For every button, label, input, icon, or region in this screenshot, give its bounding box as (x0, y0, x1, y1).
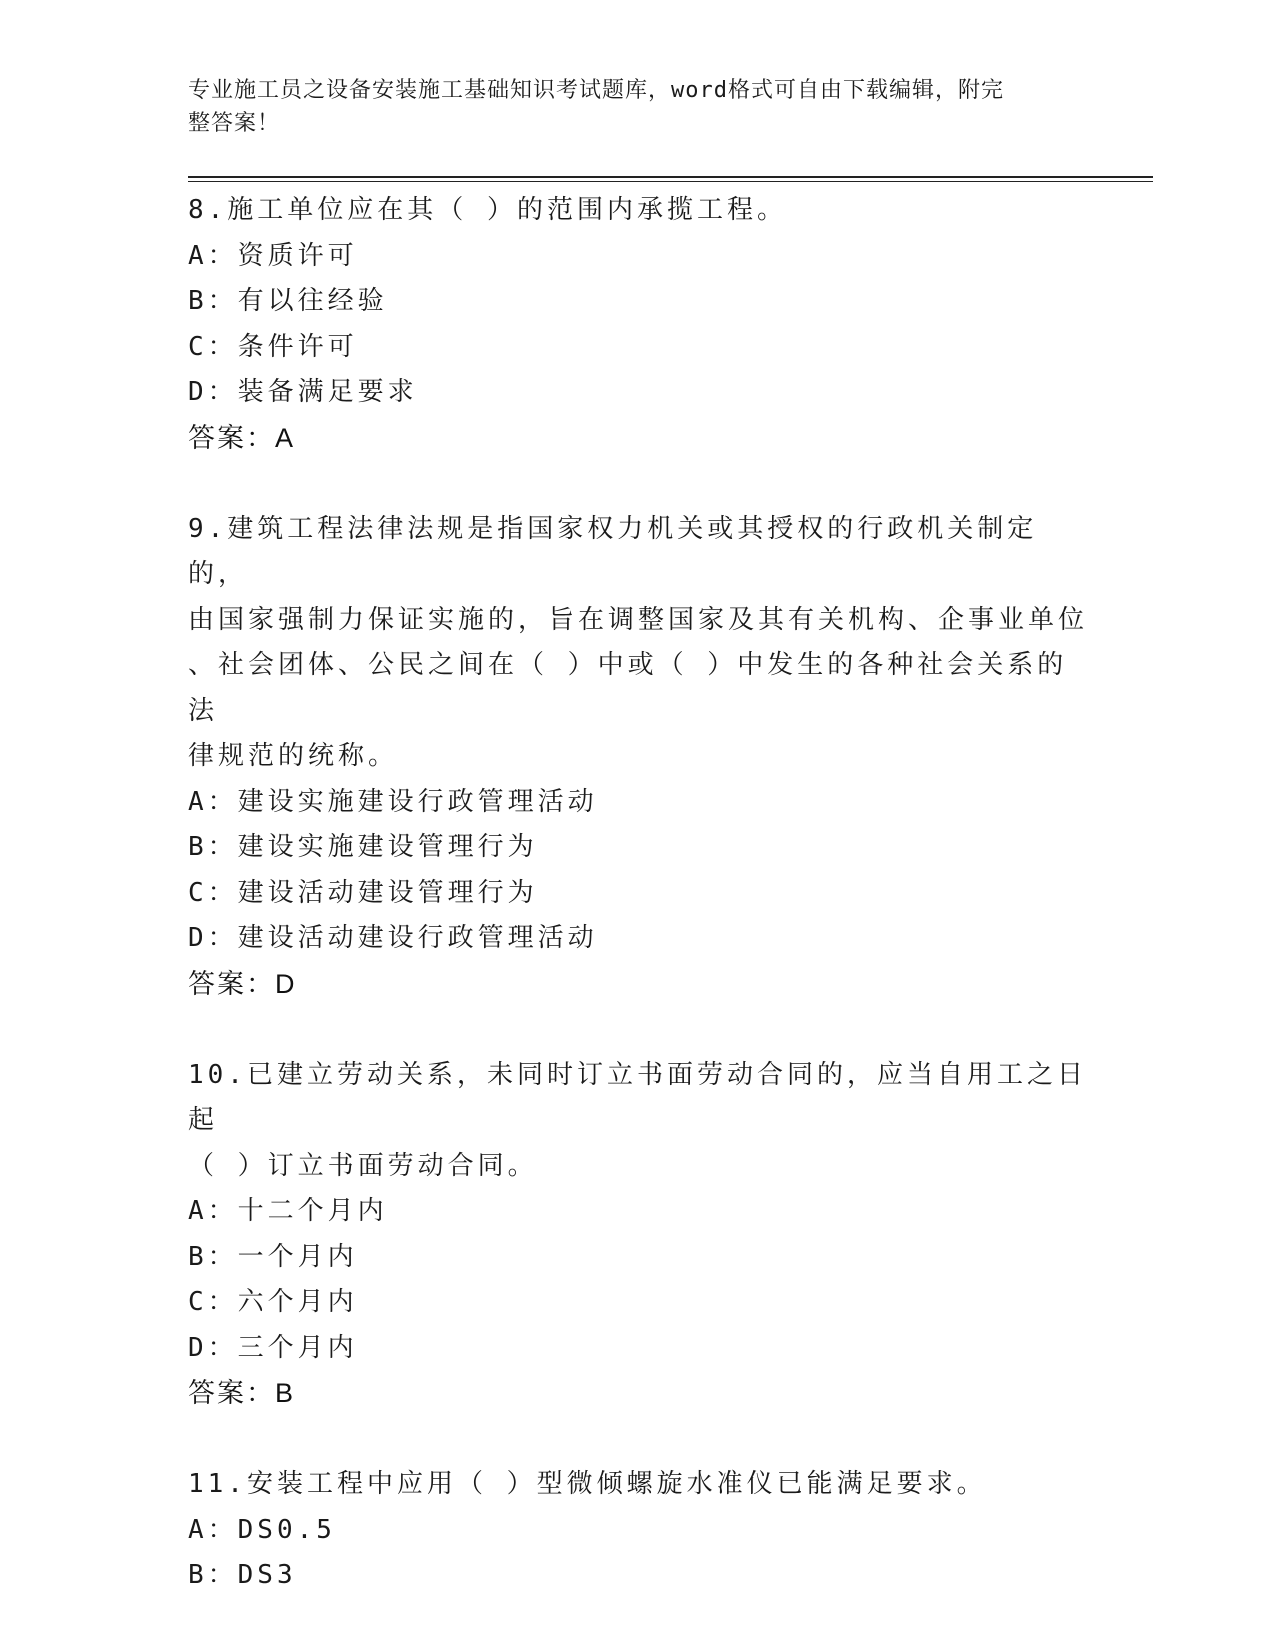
option-c: C：建设活动建设管理行为 (188, 877, 538, 908)
option-d: D：建设活动建设行政管理活动 (188, 923, 598, 953)
option-c: C：六个月内 (188, 1287, 358, 1317)
question-10 (188, 1053, 1088, 1417)
option-b: B：一个月内 (188, 1241, 358, 1272)
question-text-line-2: （ ）订立书面劳动合同。 (188, 1150, 538, 1181)
option-b: B：DS3 (188, 1560, 297, 1590)
option-c: C：条件许可 (188, 331, 358, 362)
question-8 (188, 188, 1088, 461)
question-text: 8.施工单位应在其（ ）的范围内承揽工程。 (188, 195, 787, 225)
option-b: B：有以往经验 (188, 286, 388, 316)
question-text-line-2: 由国家强制力保证实施的，旨在调整国家及其有关机构、企事业单位 (188, 604, 1089, 635)
header-title-line-2: 整答案！ (188, 111, 281, 136)
question-text-line-3: 、社会团体、公民之间在（ ）中或（ ）中发生的各种社会关系的法 (188, 650, 1068, 726)
answer-label: 答案：A (188, 422, 296, 453)
option-a: A：DS0.5 (188, 1514, 336, 1545)
answer-label: 答案：B (188, 1378, 296, 1408)
question-spacer (188, 1417, 1088, 1463)
question-11 (188, 1462, 1088, 1599)
header-divider-thin (188, 181, 1153, 182)
option-a: A：建设实施建设行政管理活动 (188, 786, 598, 817)
question-spacer (188, 461, 1088, 507)
option-a: A：资质许可 (188, 240, 358, 271)
header-divider-thick (188, 176, 1153, 178)
option-d: D：三个月内 (188, 1332, 358, 1363)
question-9 (188, 507, 1088, 1008)
question-text-line-4: 律规范的统称。 (188, 741, 399, 771)
option-a: A：十二个月内 (188, 1196, 388, 1226)
question-spacer (188, 1007, 1088, 1053)
option-b: B：建设实施建设管理行为 (188, 832, 538, 862)
question-text-line-1: 9.建筑工程法律法规是指国家权力机关或其授权的行政机关制定的， (188, 513, 1038, 589)
option-d: D：装备满足要求 (188, 377, 418, 407)
question-list (188, 188, 1088, 1599)
question-text: 11.安装工程中应用（ ）型微倾螺旋水准仪已能满足要求。 (188, 1469, 987, 1499)
document-header (188, 74, 1068, 140)
answer-label: 答案：D (188, 968, 297, 999)
header-title-line-1: 专业施工员之设备安装施工基础知识考试题库，word格式可自由下载编辑，附完 (188, 78, 1004, 103)
question-text-line-1: 10.已建立劳动关系，未同时订立书面劳动合同的，应当自用工之日起 (188, 1059, 1087, 1135)
